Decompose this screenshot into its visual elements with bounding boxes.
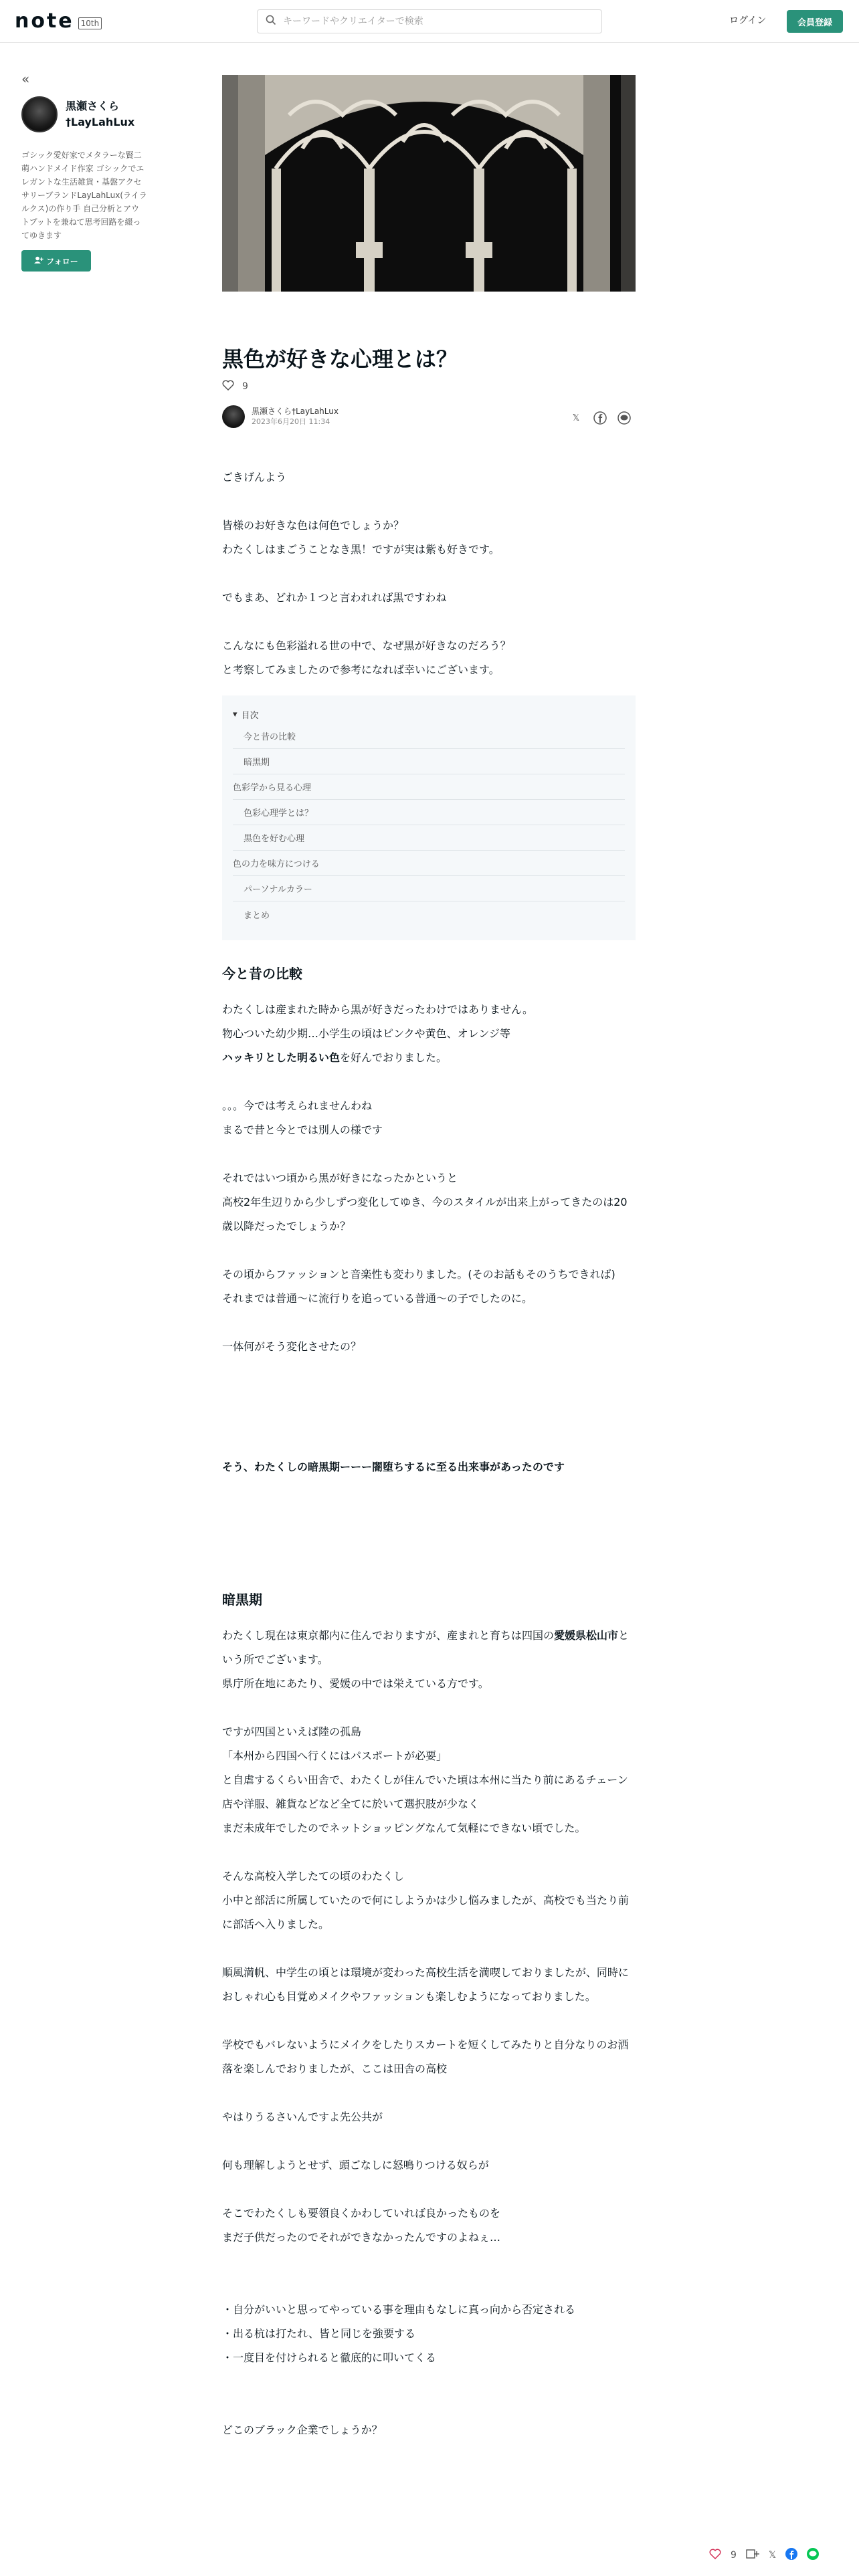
floating-action-bar: [709, 2548, 819, 2563]
paragraph: やはりうるさいんですよ先公共が: [222, 2111, 383, 2123]
magazine-add-icon[interactable]: [746, 2549, 759, 2562]
avatar[interactable]: [21, 96, 58, 132]
paragraph: わたくしは産まれた時から黒が好きだったわけではありません。: [222, 1003, 533, 1016]
like-count: 9: [731, 2550, 737, 2561]
share-buttons: [569, 411, 632, 425]
text: を好んでおりました。: [340, 1051, 448, 1064]
paragraph: どこのブラック企業でしょうか？: [222, 2424, 383, 2436]
meta-author[interactable]: 黒瀬さくら†LayLahLux: [252, 407, 339, 416]
toc-item[interactable]: まとめ: [244, 910, 270, 921]
triangle-down-icon: ▾: [233, 709, 237, 720]
paragraph: 順風満帆、中学生の頃とは環境が変わった高校生活を満喫しておりましたが、同時におしゃれ心も目覚めメイクやファッションも楽しむようになっておりました。: [222, 1966, 629, 2003]
article-body: [222, 465, 636, 2442]
global-header: [0, 0, 859, 43]
paragraph: 一体何がそう変化させたの？: [222, 1340, 362, 1353]
intro-line: わたくしはまごうことなき黒！ですが実は紫も好きです。: [222, 543, 500, 556]
intro-line: と考察してみましたので参考になれば幸いにございます。: [222, 663, 500, 676]
login-link[interactable]: ログイン: [729, 15, 767, 26]
intro-line: こんなにも色彩溢れる世の中で、なぜ黒が好きなのだろう？: [222, 639, 511, 652]
bullet-item: ・自分がいいと思ってやっている事を理由もなしに真っ向から否定される: [222, 2303, 576, 2316]
follow-label: フォロー: [46, 256, 78, 266]
line-share-icon[interactable]: [617, 411, 632, 425]
like-area[interactable]: [222, 380, 248, 393]
like-count: 9: [242, 381, 248, 392]
paragraph: それではいつ頃から黒が好きになったかというと: [222, 1172, 458, 1184]
bold-text: 愛媛県松山市: [554, 1629, 619, 1642]
facebook-share-icon[interactable]: [593, 411, 607, 425]
article-meta: [222, 405, 339, 428]
paragraph: まるで昔と今とでは別人の様です: [222, 1123, 383, 1136]
bullet-item: ・出る杭は打たれ、皆と同じを強要する: [222, 2327, 415, 2340]
toc-item[interactable]: 黒色を好む心理: [233, 825, 625, 851]
heart-icon[interactable]: [709, 2549, 721, 2562]
paragraph: まだ子供だったのでそれができなかったんですのよねぇ…: [222, 2231, 501, 2244]
toc-item[interactable]: 色彩心理学とは？: [233, 800, 625, 825]
paragraph: まだ未成年でしたのでネットショッピングなんて気軽にできない頃でした。: [222, 1822, 586, 1834]
search-box[interactable]: [257, 9, 602, 33]
toc-toggle[interactable]: [233, 705, 625, 724]
paragraph: その頃からファッションと音楽性も変わりました。(そのお話もそのうちできれば): [222, 1268, 615, 1281]
logo-10th-badge: 10th: [78, 17, 102, 29]
logo-text: note: [15, 9, 74, 33]
author-bio: ゴシック愛好家でメタラーな賢二萌ハンドメイド作家 ゴシックでエレガントな生活雑貨・基盤アクセサリーブランドLayLahLux(ライラルクス)の作り手 自己分析とアウトプットを兼ねて思考回路を綴ってゆきます: [21, 150, 147, 240]
intro-line: でもまあ、どれか１つと言われれば黒ですわね: [222, 591, 447, 604]
x-share-icon[interactable]: 𝕏: [768, 2550, 777, 2561]
signup-button[interactable]: 会員登録: [787, 10, 843, 33]
text: わたくし現在は東京都内に住んでおりますが、産まれと育ちは四国の: [222, 1629, 555, 1642]
follow-button[interactable]: [21, 250, 91, 272]
paragraph: と自虐するくらい田舎で、わたくしが住んでいた頃は本州に当たり前にあるチェーン店や洋服、雑貨などなど全てに於いて選択肢が少なく: [222, 1774, 628, 1810]
text: という所でございます。: [222, 1629, 630, 1666]
facebook-share-icon[interactable]: [785, 2548, 797, 2563]
paragraph: 県庁所在地にあたり、愛媛の中では栄えている方です。: [222, 1677, 489, 1690]
user-plus-icon: [34, 256, 43, 266]
intro-line: ごきげんよう: [222, 471, 287, 484]
author-avatar[interactable]: [222, 405, 245, 428]
section-heading: 今と昔の比較: [222, 966, 302, 982]
paragraph: それまでは普通〜に流行りを追っている普通〜の子でしたのに。: [222, 1292, 533, 1305]
meta-date: 2023年6月20日 11:34: [252, 417, 330, 426]
search-icon: [266, 15, 276, 28]
toc-item[interactable]: 色の力を味方につける: [233, 851, 625, 876]
collapse-sidebar-icon[interactable]: «: [21, 71, 30, 87]
bullet-item: ・一度目を付けられると徹底的に叩いてくる: [222, 2351, 437, 2364]
paragraph: [222, 1624, 636, 1672]
toc-item[interactable]: 色彩学から見る心理: [233, 774, 625, 800]
paragraph: 。。。今では考えられませんわね: [222, 1099, 373, 1112]
line-share-icon[interactable]: [807, 2548, 819, 2563]
toc-item[interactable]: 今と昔の比較: [233, 724, 625, 749]
paragraph: 物心ついた幼少期…小学生の頃はピンクや黄色、オレンジ等: [222, 1027, 510, 1040]
paragraph: そこでわたくしも要領良くかわしていれば良かったものを: [222, 2207, 501, 2220]
author-name-line2[interactable]: †LayLahLux: [66, 116, 135, 128]
hero-image: [222, 75, 636, 292]
paragraph: 小中と部活に所属していたので何にしようかは少し悩みましたが、高校でも当たり前に部活へ入りました。: [222, 1894, 630, 1931]
toc-item[interactable]: 暗黒期: [233, 749, 625, 774]
emphasis-paragraph: そう、わたくしの暗黒期ーーー闇堕ちするに至る出来事があったのです: [222, 1461, 565, 1473]
toc-title: 目次: [241, 710, 259, 721]
x-share-icon[interactable]: 𝕏: [572, 413, 580, 423]
table-of-contents: [222, 695, 636, 940]
article-title: 黒色が好きな心理とは？: [222, 346, 458, 372]
paragraph: ですが四国といえば陸の孤島: [222, 1725, 362, 1738]
bold-text: ハッキリとした明るい色: [222, 1051, 341, 1064]
paragraph: そんな高校入学したての頃のわたくし: [222, 1870, 405, 1883]
paragraph: 「本州から四国へ行くにはパスポートが必要」: [222, 1749, 448, 1762]
search-input[interactable]: [283, 16, 577, 27]
toc-item[interactable]: パーソナルカラー: [233, 876, 625, 901]
heart-icon[interactable]: [222, 380, 234, 393]
paragraph: 何も理解しようとせず、頭ごなしに怒鳴りつける奴らが: [222, 2159, 489, 2171]
note-logo[interactable]: [15, 9, 102, 33]
paragraph: 学校でもバレないようにメイクをしたりスカートを短くしてみたりと自分なりのお洒落を楽しんでおりましたが、ここは田舎の高校: [222, 2038, 629, 2075]
paragraph: 高校2年生辺りから少しずつ変化してゆき、今のスタイルが出来上がってきたのは20歳以降だったでしょうか？: [222, 1196, 628, 1232]
paragraph: [222, 1046, 636, 1070]
author-name-line1[interactable]: 黒瀬さくら: [66, 100, 120, 112]
section-heading: 暗黒期: [222, 1592, 262, 1608]
intro-line: 皆様のお好きな色は何色でしょうか？: [222, 519, 405, 532]
sidebar-author[interactable]: [21, 96, 134, 132]
